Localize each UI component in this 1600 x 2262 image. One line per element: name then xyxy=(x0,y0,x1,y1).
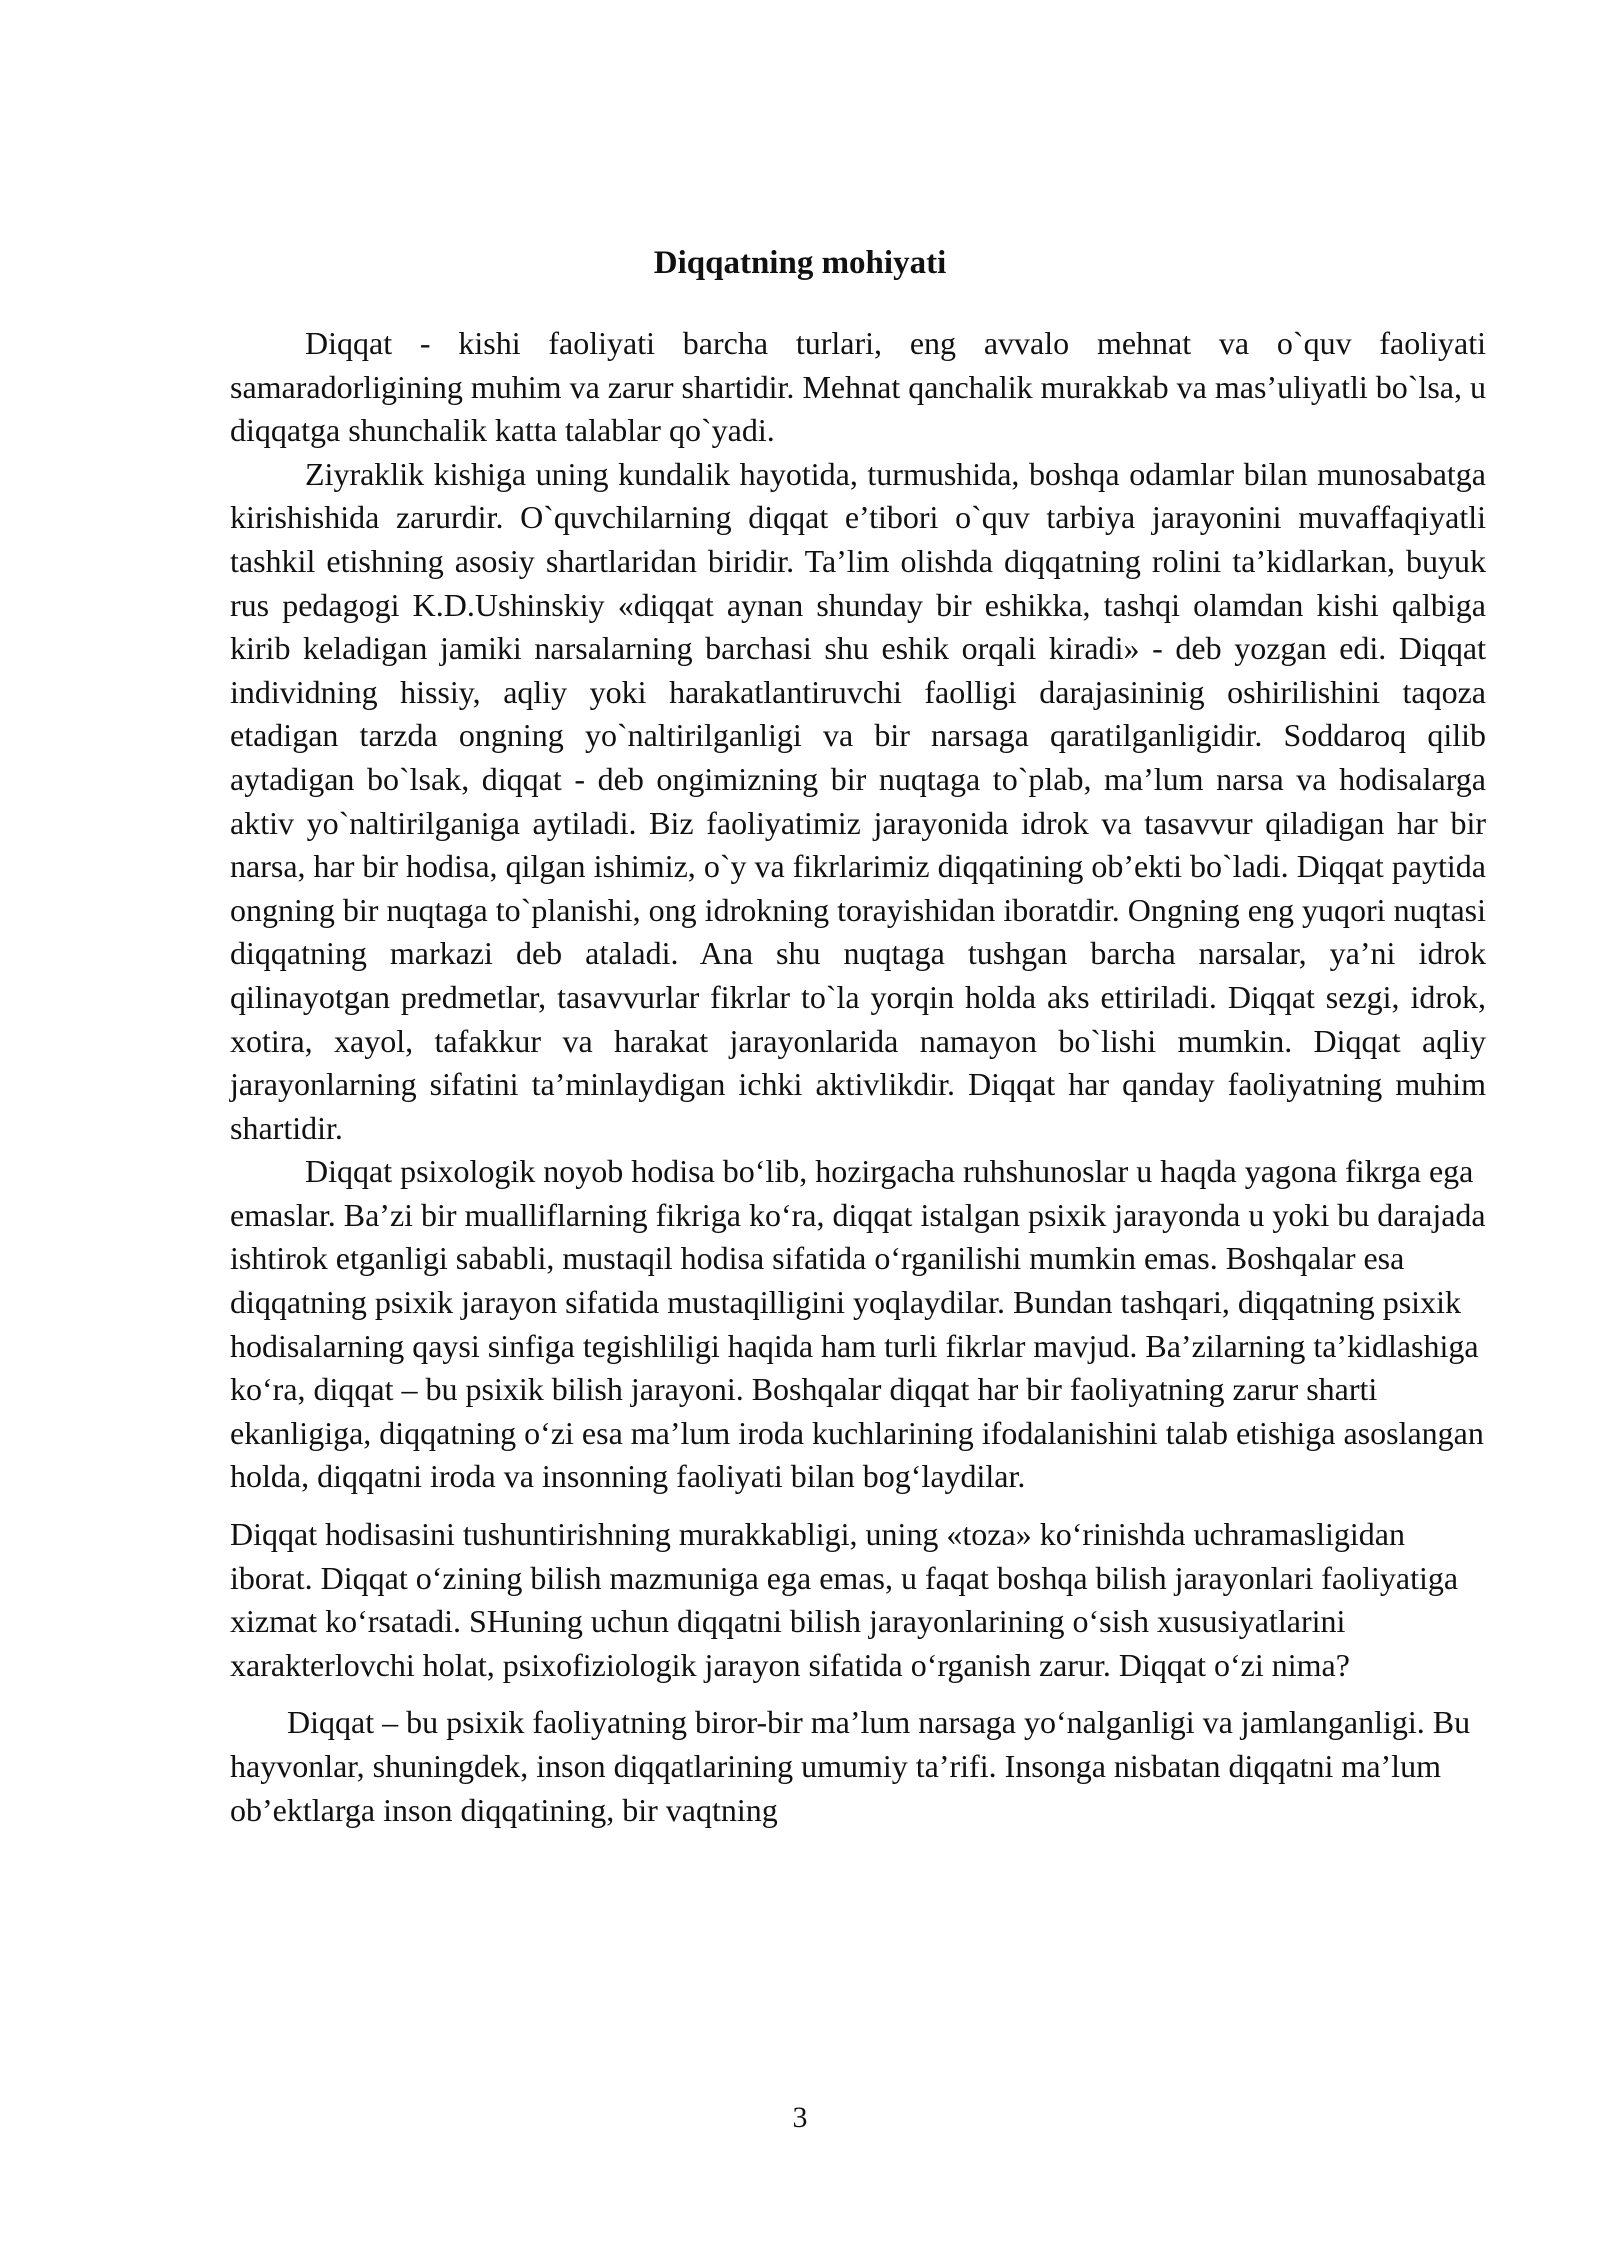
paragraph-4: Diqqat hodisasini tushuntirishning murakkabligi, uning «toza» ko‘rinishda uchramasligidan iborat. Diqqat o‘zining bilish mazmuniga ega emas, u faqat boshqa bilish jarayonlari faoliyatiga xizmat ko‘rsatadi. SHuning uchun diqqatni bilish jarayonlarining o‘sish xususiyatlarini xarakterlovchi holat, psixofiziologik jarayon sifatida o‘rganish zarur. Diqqat o‘zi nima? xyxy=(230,1516,1459,1683)
page-number: 3 xyxy=(792,2101,808,2134)
paragraph-5: Diqqat – bu psixik faoliyatning biror-bir ma’lum narsaga yo‘nalganligi va jamlanganligi. Bu hayvonlar, shuningdek, inson diqqatlarining umumiy ta’rifi. Insonga nisbatan diqqatni ma’lum ob’ektlarga inson diqqatining, bir vaqtning xyxy=(230,1704,1471,1828)
paragraph-2: Ziyraklik kishiga uning kundalik hayotida, turmushida, boshqa odamlar bilan munosabatga kirishishida zarurdir. O`quvchilarning diqqat e’tibori o`quv tarbiya jarayonini muvaffaqiyatli tashkil etishning asosiy shartlaridan biridir. Ta’lim olishda diqqatning rolini ta’kidlarkan, buyuk rus pedagogi K.D.Ushinskiy «diqqat aynan shunday bir eshikka, tashqi olamdan kishi qalbiga kirib keladigan jamiki narsalarning barchasi shu eshik orqali kiradi» - deb yozgan edi. Diqqat individning hissiy, aqliy yoki harakatlantiruvchi faolligi darajasininig oshirilishini taqoza etadigan tarzda ongning yo`naltirilganligi va bir narsaga qaratilganligidir. Soddaroq qilib aytadigan bo`lsak, diqqat - deb ongimizning bir nuqtaga to`plab, ma’lum narsa va hodisalarga aktiv yo`naltirilganiga aytiladi. Biz faoliyatimiz jarayonida idrok va tasavvur qiladigan har bir narsa, har bir hodisa, qilgan ishimiz, o`y va fikrlarimiz diqqatining ob’ekti bo`ladi. Diqqat paytida ongning bir nuqtaga to`planishi, ong idrokning torayishidan iboratdir. Ongning eng yuqori nuqtasi diqqatning markazi deb ataladi. Ana shu nuqtaga tushgan barcha narsalar, ya’ni idrok qilinayotgan predmetlar, tasavvurlar fikrlar to`la yorqin holda aks ettiriladi. Diqqat sezgi, idrok, xotira, xayol, tafakkur va harakat jarayonlarida namayon bo`lishi mumkin. Diqqat aqliy jarayonlarning sifatini ta’minlaydigan ichki aktivlikdir. Diqqat har qanday faoliyatning muhim shartidir. xyxy=(230,455,1486,1146)
paragraph-3: Diqqat psixologik noyob hodisa bo‘lib, hozirgacha ruhshunoslar u haqda yagona fikrga ega emaslar. Ba’zi bir mualliflarning fikriga ko‘ra, diqqat istalgan psixik jarayonda u yoki bu darajada ishtirok etganligi sababli, mustaqil hodisa sifatida o‘rganilishi mumkin emas. Boshqalar esa diqqatning psixik jarayon sifatida mustaqilligini yoqlaydilar. Bundan tashqari, diqqatning psixik hodisalarning qaysi sinfiga tegishliligi haqida ham turli fikrlar mavjud. Ba’zilarning ta’kidlashiga ko‘ra, diqqat – bu psixik bilish jarayoni. Boshqalar diqqat har bir faoliyatning zarur sharti ekanligiga, diqqatning o‘zi esa ma’lum iroda kuchlarining ifodalanishini talab etishiga asoslangan holda, diqqatni iroda va insonning faoliyati bilan bog‘laydilar. xyxy=(230,1153,1486,1495)
document-body xyxy=(230,322,1486,1832)
page-title: Diqqatning mohiyati xyxy=(653,245,947,281)
paragraph-1: Diqqat - kishi faoliyati barcha turlari, eng avvalo mehnat va o`quv faoliyati samaradorligining muhim va zarur shartidir. Mehnat qanchalik murakkab va mas’uliyatli bo`lsa, u diqqatga shunchalik katta talablar qo`yadi. xyxy=(230,325,1486,449)
